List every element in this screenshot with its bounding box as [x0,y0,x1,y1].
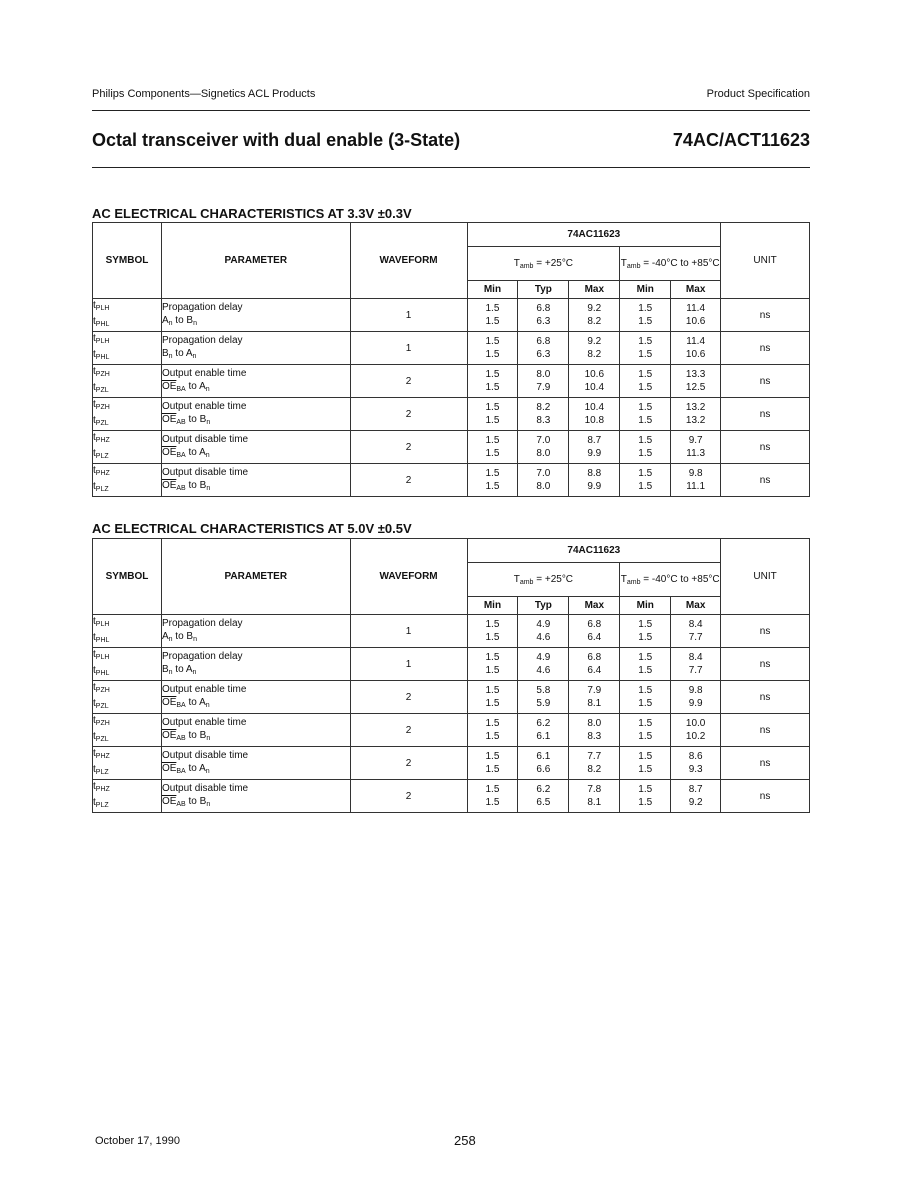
col-header-typ: Typ [518,597,569,615]
section-title-3v3: AC ELECTRICAL CHARACTERISTICS AT 3.3V ±0.3V [92,206,412,221]
col-header-waveform: WAVEFORM [350,223,467,299]
max2-value-cell: 11.4 10.6 [671,332,721,365]
symbol-cell: $t_{PLH}$ $t_{PHL}$ [93,648,162,681]
col-header-typ: Typ [518,281,569,299]
min2-value-cell: 1.5 1.5 [620,464,671,497]
part-number: 74AC/ACT11623 [672,130,810,150]
symbol-cell: $t_{PLH}$ $t_{PHL}$ [93,332,162,365]
col-header-min-range: Min [620,597,671,615]
waveform-cell: 2 [350,714,467,747]
max-value-cell: 7.7 8.2 [569,747,620,780]
max-value-cell: 8.8 9.9 [569,464,620,497]
max2-value-cell: 8.4 7.7 [671,615,721,648]
title-rule [92,167,810,168]
unit-cell: ns [721,615,810,648]
ac-characteristics-table-5v0 [92,538,810,813]
max-value-cell: 8.0 8.3 [569,714,620,747]
col-header-min-range: Min [620,281,671,299]
max-value-cell: 6.8 6.4 [569,615,620,648]
table-row [93,714,810,747]
table-row [93,747,810,780]
typ-value-cell: 8.2 8.3 [518,398,569,431]
min-value-cell: 1.5 1.5 [467,747,518,780]
symbol-cell: $t_{PHZ}$ $t_{PLZ}$ [93,780,162,813]
table-row [93,299,810,332]
min-value-cell: 1.5 1.5 [467,365,518,398]
symbol-cell: $t_{PHZ}$ $t_{PLZ}$ [93,464,162,497]
symbol-cell: $t_{PLH}$ $t_{PHL}$ [93,615,162,648]
typ-value-cell: 8.0 7.9 [518,365,569,398]
parameter-cell: Output enable time $\overline{OE}_{BA}$ to $A_n$ [161,365,350,398]
max2-value-cell: 8.7 9.2 [671,780,721,813]
max2-value-cell: 13.2 13.2 [671,398,721,431]
table-row [93,681,810,714]
waveform-cell: 2 [350,747,467,780]
typ-value-cell: 4.9 4.6 [518,615,569,648]
max-value-cell: 9.2 8.2 [569,299,620,332]
symbol-cell: $t_{PZH}$ $t_{PZL}$ [93,365,162,398]
parameter-cell: Propagation delay $B_n$ to $A_n$ [161,648,350,681]
waveform-cell: 1 [350,648,467,681]
max2-value-cell: 11.4 10.6 [671,299,721,332]
min2-value-cell: 1.5 1.5 [620,681,671,714]
unit-cell: ns [721,681,810,714]
col-header-unit: UNIT [721,539,810,615]
symbol-cell: $t_{PHZ}$ $t_{PLZ}$ [93,431,162,464]
parameter-cell: Output disable time $\overline{OE}_{AB}$ to $B_n$ [161,780,350,813]
footer-date: October 17, 1990 [95,1135,181,1147]
table-row [93,648,810,681]
min2-value-cell: 1.5 1.5 [620,299,671,332]
table-row [93,365,810,398]
typ-value-cell: 4.9 4.6 [518,648,569,681]
unit-cell: ns [721,747,810,780]
min2-value-cell: 1.5 1.5 [620,615,671,648]
typ-value-cell: 6.8 6.3 [518,299,569,332]
page-number: 258 [454,1133,476,1148]
typ-value-cell: 5.8 5.9 [518,681,569,714]
col-header-min: Min [467,281,518,299]
symbol-cell: $t_{PZH}$ $t_{PZL}$ [93,398,162,431]
table-row [93,431,810,464]
min2-value-cell: 1.5 1.5 [620,714,671,747]
waveform-cell: 1 [350,332,467,365]
min-value-cell: 1.5 1.5 [467,714,518,747]
unit-cell: ns [721,464,810,497]
parameter-cell: Output disable time $\overline{OE}_{BA}$ to $A_n$ [161,431,350,464]
col-header-waveform: WAVEFORM [350,539,467,615]
header-rule [92,110,810,111]
min-value-cell: 1.5 1.5 [467,780,518,813]
max2-value-cell: 10.0 10.2 [671,714,721,747]
typ-value-cell: 6.8 6.3 [518,332,569,365]
table-row [93,780,810,813]
page-title: Octal transceiver with dual enable (3-State) [92,130,461,150]
parameter-cell: Output enable time $\overline{OE}_{BA}$ to $A_n$ [161,681,350,714]
col-header-tamb-25: $T_{amb} = +25^\circ C$ [467,563,620,597]
max2-value-cell: 9.8 11.1 [671,464,721,497]
min2-value-cell: 1.5 1.5 [620,431,671,464]
col-header-max-range: Max [671,281,721,299]
waveform-cell: 1 [350,615,467,648]
waveform-cell: 2 [350,365,467,398]
parameter-cell: Output enable time $\overline{OE}_{AB}$ to $B_n$ [161,714,350,747]
waveform-cell: 2 [350,681,467,714]
parameter-cell: Propagation delay $A_n$ to $B_n$ [161,615,350,648]
max-value-cell: 8.7 9.9 [569,431,620,464]
table-row [93,615,810,648]
max2-value-cell: 13.3 12.5 [671,365,721,398]
min-value-cell: 1.5 1.5 [467,398,518,431]
symbol-cell: $t_{PZH}$ $t_{PZL}$ [93,681,162,714]
unit-cell: ns [721,365,810,398]
col-header-min: Min [467,597,518,615]
symbol-cell: $t_{PHZ}$ $t_{PLZ}$ [93,747,162,780]
max2-value-cell: 9.7 11.3 [671,431,721,464]
unit-cell: ns [721,332,810,365]
max-value-cell: 10.6 10.4 [569,365,620,398]
min-value-cell: 1.5 1.5 [467,431,518,464]
typ-value-cell: 6.2 6.1 [518,714,569,747]
waveform-cell: 2 [350,431,467,464]
min2-value-cell: 1.5 1.5 [620,648,671,681]
col-header-tamb-range: $T_{amb} = -40^\circ C$ to +85°C [620,563,721,597]
min-value-cell: 1.5 1.5 [467,332,518,365]
unit-cell: ns [721,431,810,464]
col-header-max-range: Max [671,597,721,615]
col-header-device: 74AC11623 [467,539,721,563]
max-value-cell: 9.2 8.2 [569,332,620,365]
col-header-unit: UNIT [721,223,810,299]
table-row [93,398,810,431]
section-title-5v0: AC ELECTRICAL CHARACTERISTICS AT 5.0V ±0.5V [92,521,412,536]
min-value-cell: 1.5 1.5 [467,615,518,648]
col-header-symbol: SYMBOL [93,223,162,299]
waveform-cell: 2 [350,398,467,431]
parameter-cell: Propagation delay $A_n$ to $B_n$ [161,299,350,332]
waveform-cell: 2 [350,780,467,813]
symbol-cell: $t_{PLH}$ $t_{PHL}$ [93,299,162,332]
min-value-cell: 1.5 1.5 [467,299,518,332]
min-value-cell: 1.5 1.5 [467,648,518,681]
ac-characteristics-table-3v3 [92,222,810,497]
col-header-tamb-25: $T_{amb} = +25^\circ C$ [467,247,620,281]
typ-value-cell: 6.2 6.5 [518,780,569,813]
max-value-cell: 7.9 8.1 [569,681,620,714]
min2-value-cell: 1.5 1.5 [620,398,671,431]
typ-value-cell: 6.1 6.6 [518,747,569,780]
min-value-cell: 1.5 1.5 [467,681,518,714]
col-header-symbol: SYMBOL [93,539,162,615]
unit-cell: ns [721,714,810,747]
table-row [93,332,810,365]
col-header-max: Max [569,597,620,615]
col-header-device: 74AC11623 [467,223,721,247]
header-company: Philips Components—Signetics ACL Products [92,88,316,100]
min2-value-cell: 1.5 1.5 [620,332,671,365]
parameter-cell: Output disable time $\overline{OE}_{AB}$ to $B_n$ [161,464,350,497]
col-header-parameter: PARAMETER [161,223,350,299]
max2-value-cell: 8.4 7.7 [671,648,721,681]
typ-value-cell: 7.0 8.0 [518,431,569,464]
max-value-cell: 10.4 10.8 [569,398,620,431]
min2-value-cell: 1.5 1.5 [620,747,671,780]
col-header-max: Max [569,281,620,299]
table-row [93,464,810,497]
unit-cell: ns [721,398,810,431]
header-doc-type: Product Specification [706,88,810,100]
unit-cell: ns [721,780,810,813]
max2-value-cell: 9.8 9.9 [671,681,721,714]
max-value-cell: 6.8 6.4 [569,648,620,681]
min2-value-cell: 1.5 1.5 [620,780,671,813]
parameter-cell: Propagation delay $B_n$ to $A_n$ [161,332,350,365]
parameter-cell: Output enable time $\overline{OE}_{AB}$ to $B_n$ [161,398,350,431]
max2-value-cell: 8.6 9.3 [671,747,721,780]
unit-cell: ns [721,648,810,681]
col-header-tamb-range: $T_{amb} = -40^\circ C$ to +85°C [620,247,721,281]
unit-cell: ns [721,299,810,332]
waveform-cell: 1 [350,299,467,332]
symbol-cell: $t_{PZH}$ $t_{PZL}$ [93,714,162,747]
max-value-cell: 7.8 8.1 [569,780,620,813]
parameter-cell: Output disable time $\overline{OE}_{BA}$ to $A_n$ [161,747,350,780]
col-header-parameter: PARAMETER [161,539,350,615]
min-value-cell: 1.5 1.5 [467,464,518,497]
min2-value-cell: 1.5 1.5 [620,365,671,398]
waveform-cell: 2 [350,464,467,497]
typ-value-cell: 7.0 8.0 [518,464,569,497]
